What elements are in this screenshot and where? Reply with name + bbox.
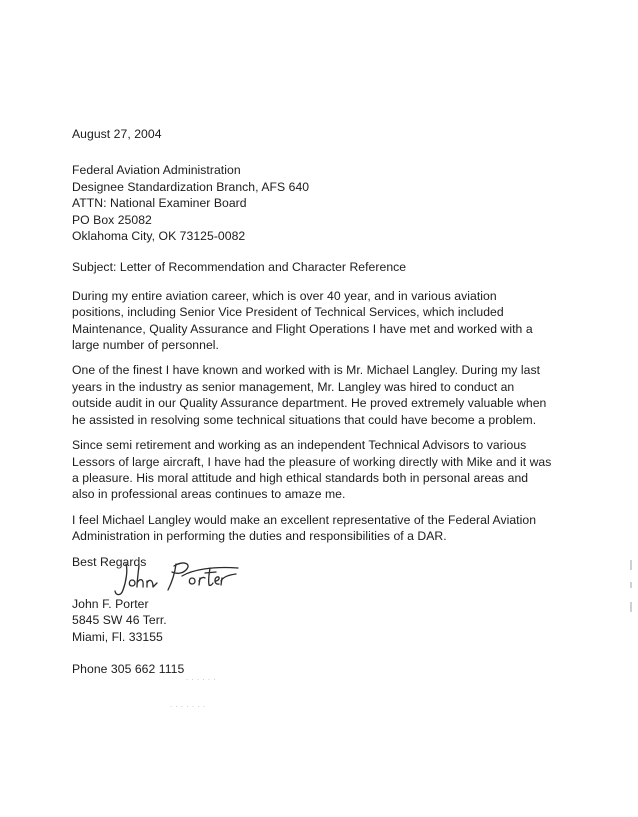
sender-line: 5845 SW 46 Terr. (72, 613, 167, 628)
paragraph-line: also in professional areas continues to amaze me. (72, 487, 346, 502)
body-paragraph (72, 362, 572, 428)
paragraph-line: he assisted in resolving some technical situations that could have become a problem. (72, 412, 537, 427)
body-paragraph (72, 288, 572, 354)
scan-edge-mark (630, 560, 632, 570)
paragraph-line: Lessors of large aircraft, I have had the pleasure of working directly with Mike and it was (72, 454, 552, 469)
paragraph-line: large number of personnel. (72, 338, 219, 353)
recipient-line: Oklahoma City, OK 73125-0082 (72, 229, 246, 244)
recipient-line: Federal Aviation Administration (72, 163, 241, 178)
scan-artifact: · · · · · · · (170, 703, 206, 711)
paragraph-line: One of the finest I have known and worked with is Mr. Michael Langley. During my last (72, 363, 541, 378)
sender-line: Miami, Fl. 33155 (72, 629, 163, 644)
letter-date: August 27, 2004 (72, 127, 162, 141)
paragraph-line: Since semi retirement and working as an independent Technical Advisors to various (72, 438, 527, 453)
recipient-line: ATTN: National Examiner Board (72, 196, 247, 211)
sender-line: John F. Porter (72, 596, 149, 611)
closing-salutation: Best Regards (72, 554, 147, 569)
scan-edge-mark (630, 602, 632, 612)
handwritten-signature (112, 556, 242, 602)
paragraph-line: During my entire aviation career, which is over 40 year, and in various aviation (72, 288, 497, 303)
paragraph-line: Maintenance, Quality Assurance and Flight Operations I have met and worked with a (72, 321, 533, 336)
paragraph-line: a pleasure. His moral attitude and high ethical standards both in personal areas and (72, 470, 529, 485)
sender-phone: Phone 305 662 1115 (72, 662, 185, 677)
letter-body (72, 126, 572, 678)
scan-edge-mark (630, 582, 632, 588)
recipient-line: Designee Standardization Branch, AFS 640 (72, 179, 310, 194)
paragraph-line: Administration in performing the duties and responsibilities of a DAR. (72, 529, 447, 544)
body-paragraph (72, 437, 572, 503)
sender-address (72, 596, 572, 645)
recipient-address (72, 162, 572, 244)
scan-artifact: · · · · · · (186, 676, 216, 684)
paragraph-line: years in the industry as senior management, Mr. Langley was hired to conduct an (72, 379, 515, 394)
paragraph-line: I feel Michael Langley would make an excellent representative of the Federal Aviation (72, 512, 537, 527)
paragraph-line: outside audit in our Quality Assurance department. He proved extremely valuable when (72, 396, 547, 411)
letter-subject: Subject: Letter of Recommendation and Character Reference (72, 260, 407, 275)
body-paragraph (72, 512, 572, 545)
recipient-line: PO Box 25082 (72, 212, 152, 227)
paragraph-line: positions, including Senior Vice President of Technical Services, which included (72, 305, 504, 320)
signature-area (72, 570, 572, 596)
